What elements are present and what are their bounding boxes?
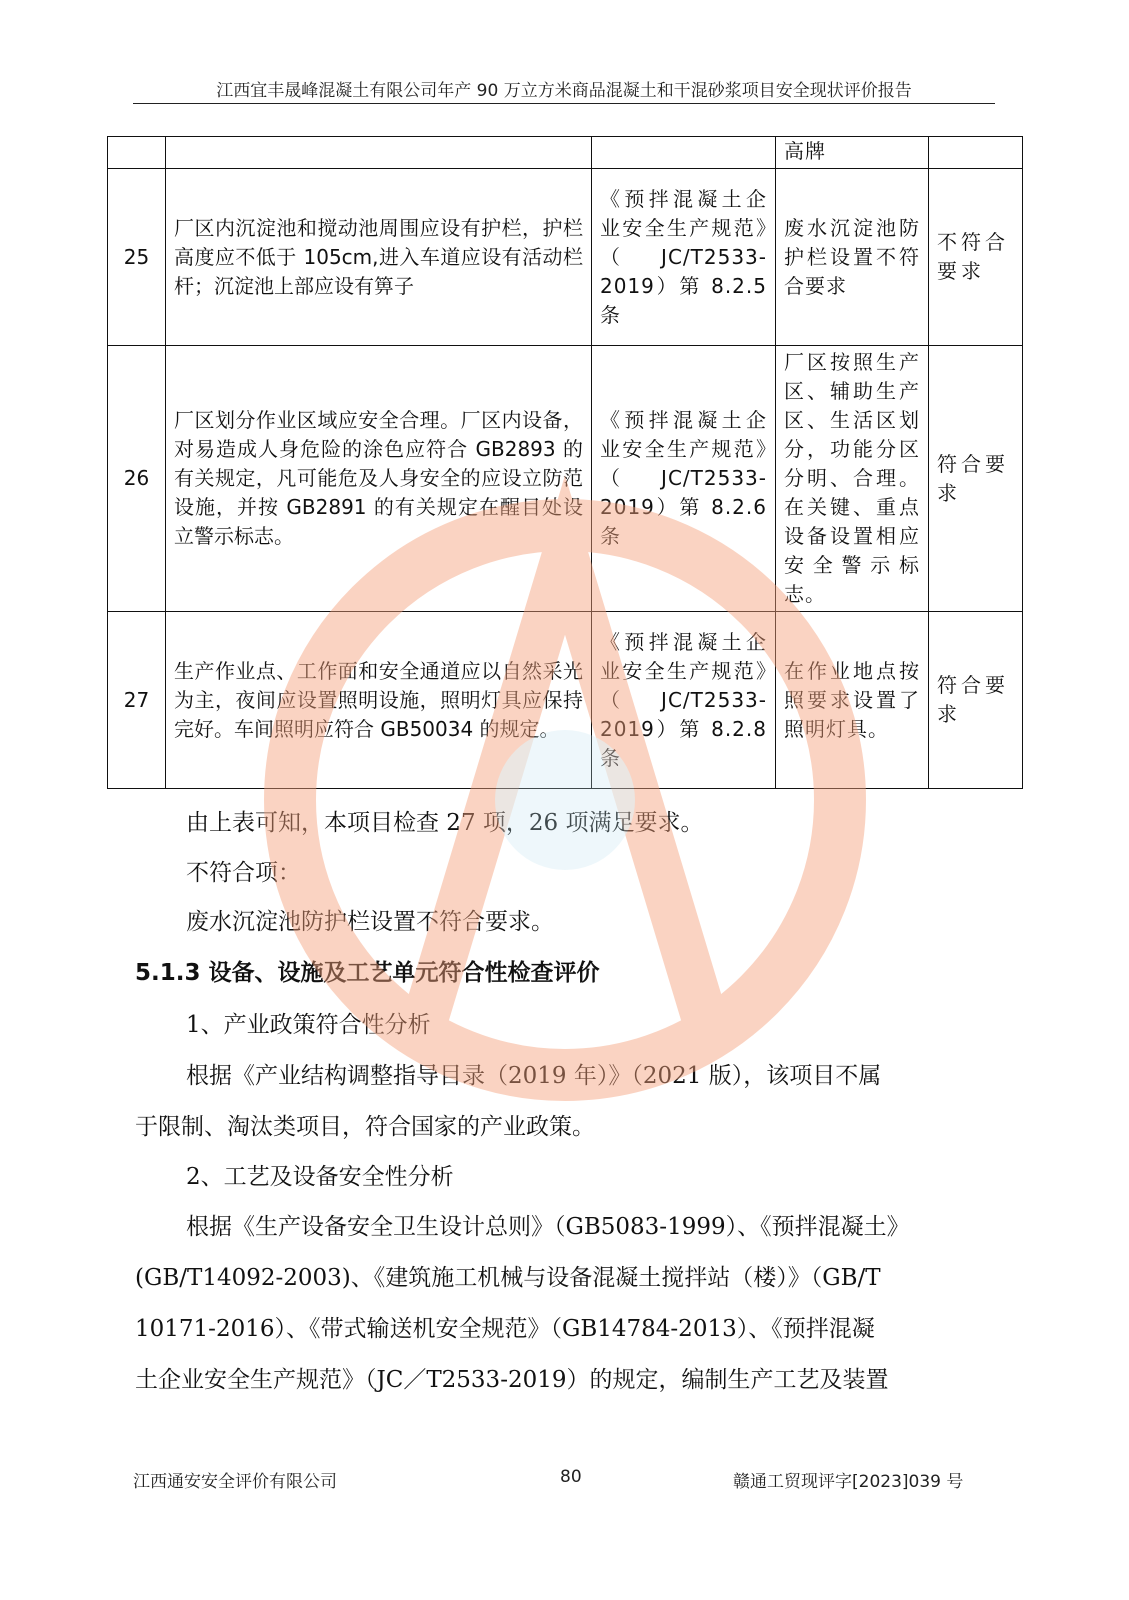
table-cell-requirement	[166, 137, 592, 169]
table-cell-requirement: 厂区划分作业区域应安全合理。厂区内设备，对易造成人身危险的涂色应符合 GB2893 的有关规定，凡可能危及人身安全的应设立防范设施，并按 GB2891 的有关规定在醒目处设立警示标志。	[166, 346, 592, 612]
table-cell-no: 26	[108, 346, 166, 612]
table-cell-result: 不符合要求	[929, 169, 1023, 346]
table-cell-basis	[592, 137, 776, 169]
table-cell-no: 25	[108, 169, 166, 346]
paragraph-line: 10171-2016）、《带式输送机安全规范》（GB14784-2013）、《预拌混凝	[135, 1316, 875, 1342]
table-cell-no: 27	[108, 612, 166, 789]
paragraph-line: 土企业安全生产规范》（JC／T2533-2019）的规定，编制生产工艺及装置	[135, 1367, 889, 1393]
table-cell-situation: 厂区按照生产区、辅助生产区、生活区划分，功能分区分明、合理。在关键、重点设备设置相应安全警示标志。	[776, 346, 929, 612]
inspection-table	[107, 136, 1023, 789]
paragraph-line: 于限制、淘汰类项目，符合国家的产业政策。	[135, 1114, 595, 1140]
paragraph-line: 根据《产业结构调整指导目录（2019 年）》（2021 版），该项目不属	[186, 1063, 882, 1089]
subsection-title-1: 1、产业政策符合性分析	[186, 1012, 431, 1038]
table-cell-result	[929, 137, 1023, 169]
summary-paragraph: 由上表可知，本项目检查 27 项，26 项满足要求。	[186, 810, 704, 836]
table-row	[108, 169, 1023, 346]
table-cell-basis: 《预拌混凝土企业安全生产规范》（JC/T2533-2019）第 8.2.5 条	[592, 169, 776, 346]
table-cell-situation: 废水沉淀池防护栏设置不符合要求	[776, 169, 929, 346]
footer-document-number: 赣通工贸现评字[2023]039 号	[733, 1472, 964, 1492]
table-cell-basis: 《预拌混凝土企业安全生产规范》（JC/T2533-2019）第 8.2.6 条	[592, 346, 776, 612]
table-row	[108, 612, 1023, 789]
header-rule	[133, 103, 995, 104]
paragraph-line: (GB/T14092-2003)、《建筑施工机械与设备混凝土搅拌站（楼）》（GB/T	[135, 1265, 881, 1291]
noncompliance-label: 不符合项：	[186, 860, 301, 886]
section-heading: 5.1.3 设备、设施及工艺单元符合性检查评价	[135, 960, 600, 986]
subsection-title-2: 2、工艺及设备安全性分析	[186, 1164, 454, 1190]
table-row-continuation	[108, 137, 1023, 169]
running-header: 江西宜丰晟峰混凝土有限公司年产 90 万立方米商品混凝土和干混砂浆项目安全现状评价报告	[216, 81, 912, 101]
table-cell-situation: 高牌	[776, 137, 929, 169]
paragraph-line: 根据《生产设备安全卫生设计总则》（GB5083-1999）、《预拌混凝土》	[186, 1214, 910, 1240]
table-cell-basis: 《预拌混凝土企业安全生产规范》（JC/T2533-2019）第 8.2.8 条	[592, 612, 776, 789]
table-cell-result: 符合要求	[929, 346, 1023, 612]
footer-page-number: 80	[560, 1467, 582, 1487]
table-cell-situation: 在作业地点按照要求设置了照明灯具。	[776, 612, 929, 789]
table-cell-requirement: 生产作业点、工作面和安全通道应以自然采光为主，夜间应设置照明设施，照明灯具应保持完好。车间照明应符合 GB50034 的规定。	[166, 612, 592, 789]
table-cell-no	[108, 137, 166, 169]
table-row	[108, 346, 1023, 612]
noncompliance-item: 废水沉淀池防护栏设置不符合要求。	[186, 909, 554, 935]
table-cell-result: 符合要求	[929, 612, 1023, 789]
table-cell-requirement: 厂区内沉淀池和搅动池周围应设有护栏，护栏高度应不低于 105cm,进入车道应设有活动栏杆；沉淀池上部应设有箅子	[166, 169, 592, 346]
footer-company: 江西通安安全评价有限公司	[133, 1472, 337, 1492]
